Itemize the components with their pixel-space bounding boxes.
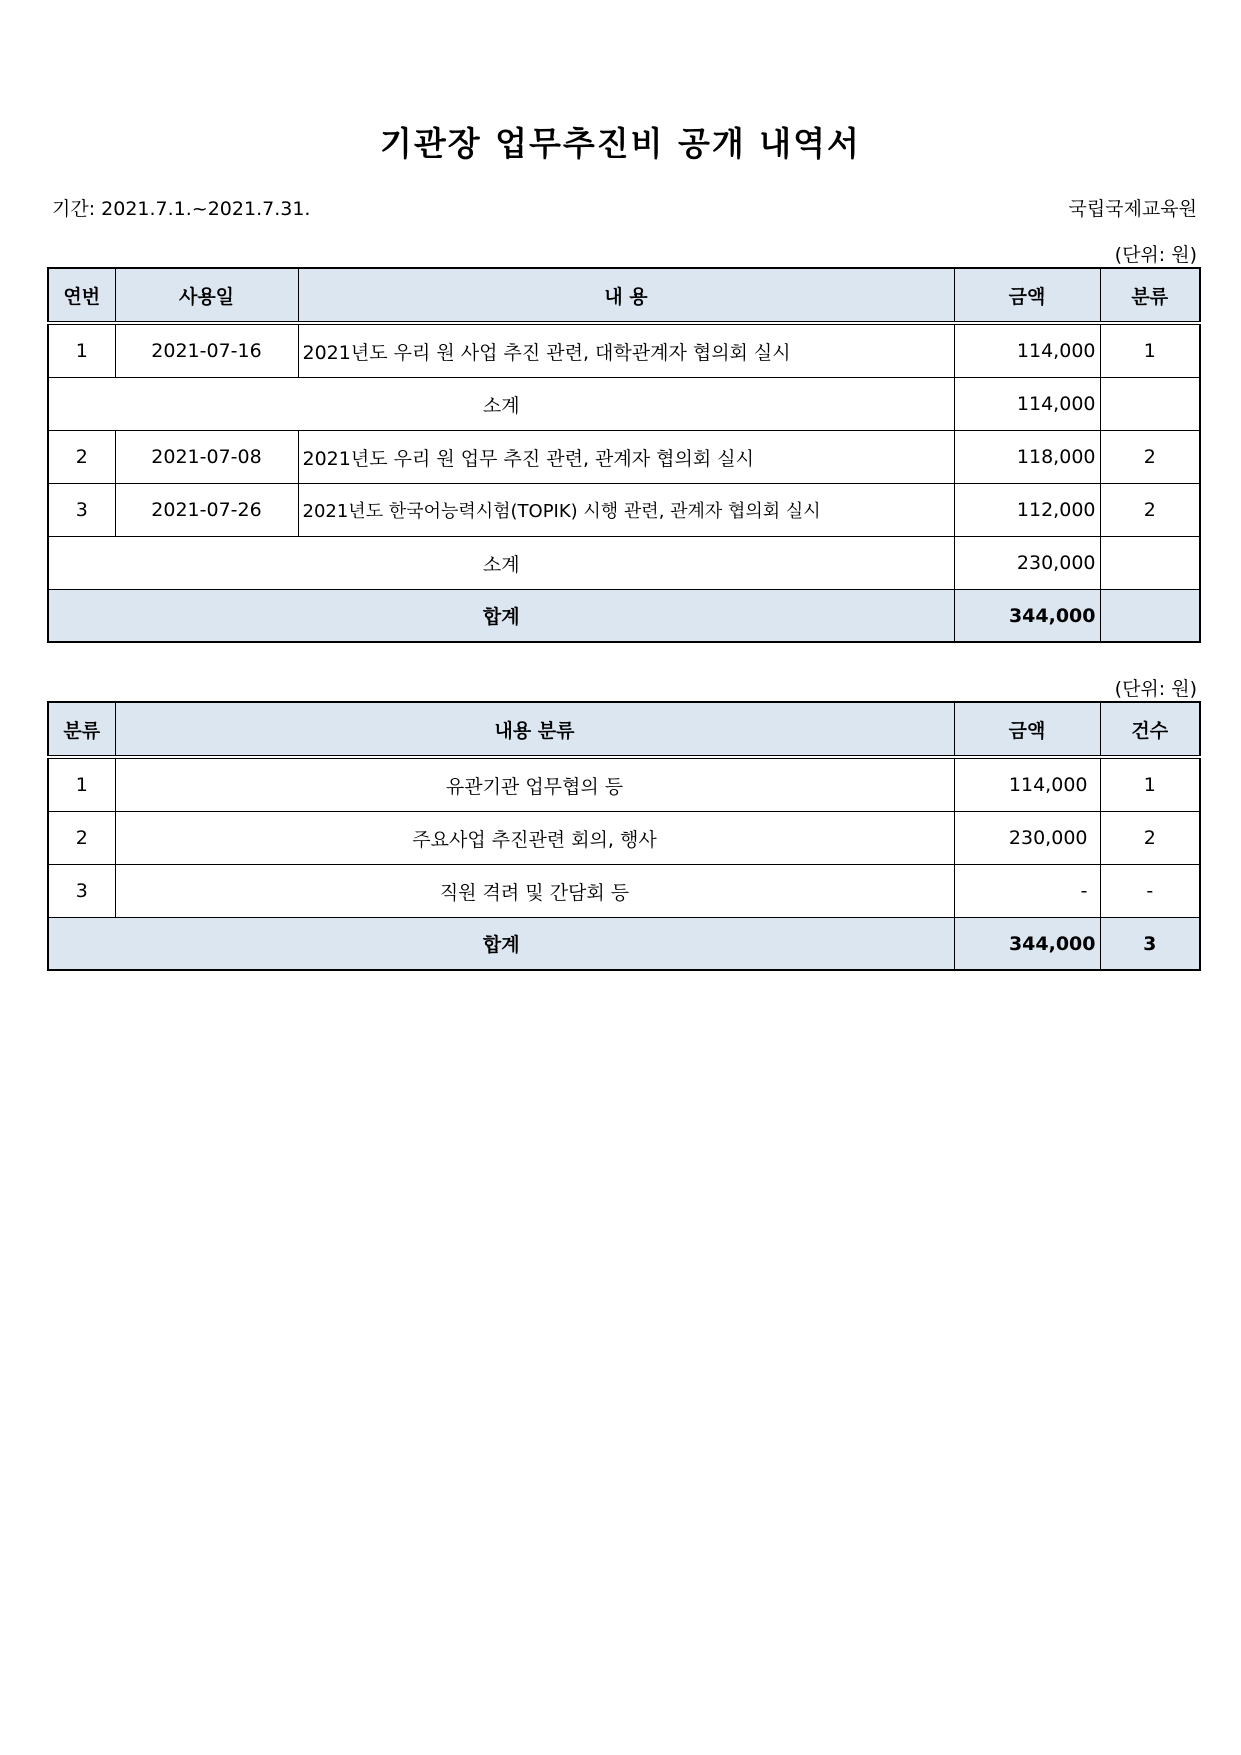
total-label: 합계 [48,918,954,971]
cell-content: 2021년도 한국어능력시험(TOPIK) 시행 관련, 관계자 협의회 실시 [298,484,954,537]
cell-category: 2 [48,812,115,865]
table-header-row [48,702,1200,757]
cell-count: 1 [1100,757,1200,812]
table-row [48,865,1200,918]
cell-amount: - [954,865,1100,918]
header-content: 내 용 [298,268,954,323]
cell-category: 1 [48,757,115,812]
subtotal-label: 소계 [48,378,954,431]
unit-label-1: (단위: 원) [1114,244,1197,266]
subtotal-row [48,378,1200,431]
header-category: 분류 [48,702,115,757]
header-amount: 금액 [954,268,1100,323]
total-amount: 344,000 [954,590,1100,643]
organization-name: 국립국제교육원 [1068,198,1197,220]
header-category: 분류 [1100,268,1200,323]
cell-date: 2021-07-26 [115,484,298,537]
header-no: 연번 [48,268,115,323]
cell-content: 직원 격려 및 간담회 등 [115,865,954,918]
cell-content: 유관기관 업무협의 등 [115,757,954,812]
page-title: 기관장 업무추진비 공개 내역서 [380,124,861,163]
cell-content: 2021년도 우리 원 사업 추진 관련, 대학관계자 협의회 실시 [298,323,954,378]
cell-amount: 114,000 [954,757,1100,812]
subtotal-label: 소계 [48,537,954,590]
total-label: 합계 [48,590,954,643]
cell-count: - [1100,865,1200,918]
unit-label-2: (단위: 원) [1114,678,1197,700]
cell-no: 2 [48,431,115,484]
subtotal-amount: 230,000 [954,537,1100,590]
cell-amount: 230,000 [954,812,1100,865]
table-row [48,431,1200,484]
cell-count: 2 [1100,812,1200,865]
total-amount: 344,000 [954,918,1100,971]
period-label: 기간: 2021.7.1.~2021.7.31. [52,198,311,220]
cell-category: 1 [1100,323,1200,378]
total-row [48,590,1200,643]
subtotal-row [48,537,1200,590]
table-row [48,484,1200,537]
cell-category: 2 [1100,484,1200,537]
category-summary-table [47,701,1201,971]
cell-content: 2021년도 우리 원 업무 추진 관련, 관계자 협의회 실시 [298,431,954,484]
cell-date: 2021-07-08 [115,431,298,484]
total-row [48,918,1200,971]
table-row [48,812,1200,865]
table-row [48,323,1200,378]
table-row [48,757,1200,812]
cell-content: 주요사업 추진관련 회의, 행사 [115,812,954,865]
header-count: 건수 [1100,702,1200,757]
total-count: 3 [1100,918,1200,971]
cell-category: 3 [48,865,115,918]
cell-amount: 114,000 [954,323,1100,378]
cell-no: 3 [48,484,115,537]
header-amount: 금액 [954,702,1100,757]
empty-cell [1100,378,1200,431]
cell-category: 2 [1100,431,1200,484]
empty-cell [1100,537,1200,590]
cell-amount: 118,000 [954,431,1100,484]
header-date: 사용일 [115,268,298,323]
table-header-row [48,268,1200,323]
subtotal-amount: 114,000 [954,378,1100,431]
cell-date: 2021-07-16 [115,323,298,378]
cell-no: 1 [48,323,115,378]
cell-amount: 112,000 [954,484,1100,537]
header-content-category: 내용 분류 [115,702,954,757]
empty-cell [1100,590,1200,643]
expense-detail-table [47,267,1201,643]
